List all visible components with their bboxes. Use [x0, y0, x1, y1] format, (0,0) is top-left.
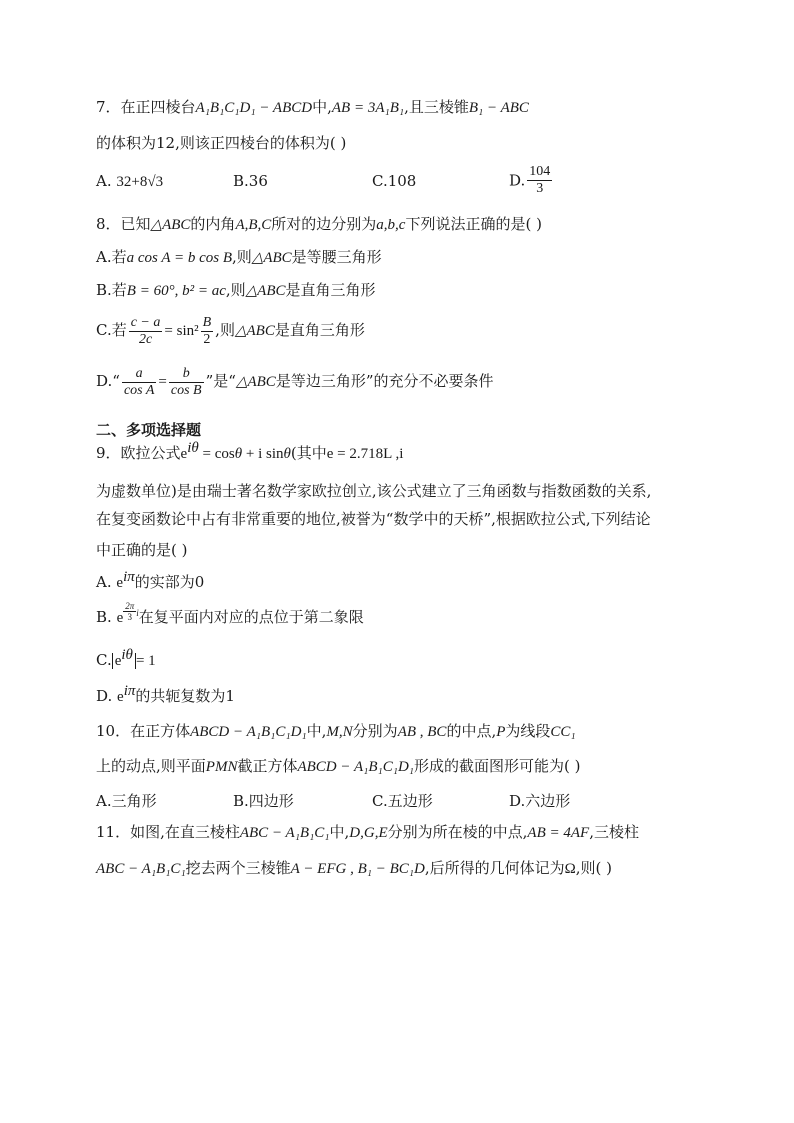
q8-c-end: 是直角三角形	[274, 321, 365, 339]
q9-line1	[96, 440, 404, 464]
q10-stem-b: 中,	[306, 722, 327, 740]
q11-dge: D,G,E	[349, 825, 388, 841]
q8-option-c	[96, 313, 365, 348]
q10-mn: M,N	[326, 724, 353, 740]
q10-stem-c: 分别为	[352, 722, 398, 740]
q11-line2-a: 挖去两个三棱锥	[185, 859, 291, 877]
q10-p: P	[496, 724, 506, 740]
q11-line1	[96, 822, 639, 843]
q11-pyramids: A − EFG , B₁ − BC₁D	[290, 861, 425, 877]
q9-stem-a: 9．欧拉公式	[96, 444, 181, 462]
q8-a-eq: a cos A = b cos B	[126, 250, 233, 266]
q9-d-label: D.	[96, 687, 113, 705]
q8-c-fden: 2	[203, 331, 211, 347]
q8-option-d: D.“ $\frac{a}{\text{cos A}}$ = $\frac{b}{\text{cos B}}$ ”是“△ABC是等边三角形”的充分不必要条件	[96, 365, 494, 398]
q10-pmn: PMN	[205, 759, 238, 775]
q7-line1	[96, 97, 529, 118]
q7-pyramid: B₁ − ABC	[468, 100, 529, 116]
q8-angles: A,B,C	[235, 217, 272, 233]
q10-line1	[96, 721, 576, 742]
q7-stem2: 的体积为12,则该正四棱台的体积为( )	[96, 134, 347, 152]
q9-line2: 为虚数单位)是由瑞士著名数学家欧拉创立,该公式建立了三角函数与指数函数的关系,	[96, 482, 652, 500]
q9-formula: $e^{i\theta} = \cos\theta + i$ sinθ	[180, 440, 291, 462]
q7-option-d	[509, 164, 554, 197]
q8-a-mid: ,则	[232, 248, 252, 266]
q9-line3: 在复变函数论中占有非常重要的地位,被誉为“数学中的天桥”,根据欧拉公式,下列结论	[96, 510, 651, 528]
q8-triangle: △ABC	[150, 217, 191, 233]
q8-d-end: 是等边三角形”的充分不必要条件	[275, 372, 494, 390]
q9-option-c	[96, 647, 156, 671]
q10-segment: CC₁	[550, 724, 576, 740]
q11-line2	[96, 858, 612, 879]
q8-a-prefix: A.若	[96, 248, 127, 266]
q8-d-tri: △ABC	[235, 374, 276, 390]
q10-stem-a: 10．在正方体	[96, 722, 191, 740]
q11-cond: AB = 4AF	[527, 825, 590, 841]
q8-stem-b: 的内角	[190, 215, 236, 233]
section-heading-multi-choice: 二、多项选择题	[96, 421, 202, 439]
q11-line2-c: ,则( )	[575, 859, 612, 877]
q7-cond2: ,且三棱锥	[404, 98, 469, 116]
q9-option-a	[96, 569, 205, 593]
q7-d-fraction	[527, 164, 552, 197]
q9-option-d	[96, 683, 235, 707]
q7-line2	[96, 133, 346, 153]
q11-stem-d: ,三棱柱	[589, 823, 639, 841]
q9-b-text: 在复平面内对应的点位于第二象限	[138, 608, 364, 626]
q8-c-frac1	[129, 315, 163, 348]
q8-stem-d: 下列说法正确的是( )	[405, 215, 542, 233]
q8-stem-a: 8．已知	[96, 215, 151, 233]
q8-b-tri: △ABC	[245, 283, 286, 299]
q11-prism: ABC − A₁B₁C₁	[239, 825, 330, 841]
q9-c-label: C.	[96, 651, 112, 669]
q10-option-c: C.五边形	[372, 792, 433, 810]
q7-d-num: 104	[529, 164, 551, 179]
q9-stem-b: (其中	[290, 444, 327, 462]
q8-c-tri: △ABC	[234, 323, 275, 339]
q8-d-n2: b	[169, 366, 204, 383]
q9-a-text: 的实部为0	[134, 573, 205, 591]
q10-line2-c: 形成的截面图形可能为( )	[414, 757, 581, 775]
q8-option-a	[96, 247, 382, 268]
q9-line4: 中正确的是( )	[96, 541, 188, 559]
q8-stem	[96, 214, 542, 235]
q10-option-b: B.四边形	[233, 792, 294, 810]
q9-stem-c: ,i	[391, 446, 404, 462]
q10-cube-2: ABCD − A₁B₁C₁D₁	[297, 759, 415, 775]
q10-stem-e: 为线段	[505, 722, 551, 740]
q11-stem-c: 分别为所在棱的中点,	[387, 823, 528, 841]
q8-c-fnum: B	[202, 314, 212, 330]
q9-option-b	[96, 601, 364, 628]
q8-d-n1: a	[122, 366, 156, 383]
q8-c-frac2	[201, 315, 214, 348]
q10-cube: ABCD − A₁B₁C₁D₁	[190, 724, 307, 740]
q7-mid: 中,	[312, 98, 332, 116]
q8-b-prefix: B.若	[96, 281, 127, 299]
q7-b-label: B.36	[233, 172, 268, 190]
q7-option-b	[233, 172, 268, 190]
q8-stem-c: 所对的边分别为	[271, 215, 377, 233]
q9-a-expr: $e^{i\pi}$	[116, 569, 135, 591]
q8-d-frac2	[169, 366, 204, 399]
q8-d-d2: cos B	[170, 382, 202, 398]
q7-a-label: A.	[96, 172, 112, 190]
q10-line2	[96, 756, 581, 777]
q7-option-a	[96, 172, 163, 191]
q9-c-abs: $e^{i\theta}$	[112, 653, 136, 669]
q8-c-eq: = sin²	[164, 323, 199, 339]
q9-a-label: A.	[96, 573, 112, 591]
q7-option-c	[372, 172, 416, 190]
q8-d-prefix: D.“	[96, 372, 120, 390]
q11-prism-2: ABC − A₁B₁C₁	[96, 861, 186, 877]
q8-c-num: c − a	[130, 314, 161, 330]
q8-d-frac1	[122, 366, 156, 399]
q8-a-tri: △ABC	[251, 250, 292, 266]
q11-stem-b: 中,	[329, 823, 350, 841]
q10-option-d: D.六边形	[509, 792, 571, 810]
q8-d-mid: ”是“	[205, 372, 236, 390]
q7-a-value: 32+8√3	[116, 174, 164, 190]
q9-c-eq: = 1	[135, 653, 156, 669]
q8-b-end: 是直角三角形	[285, 281, 376, 299]
q8-sides: a,b,c	[376, 217, 406, 233]
q11-stem-a: 11．如图,在直三棱柱	[96, 823, 240, 841]
q9-e-value: e = 2.718L	[326, 446, 392, 462]
q11-line2-b: ,后所得的几何体记为	[424, 859, 565, 877]
q10-stem-d: 的中点,	[446, 722, 497, 740]
q8-c-prefix: C.若	[96, 321, 127, 339]
q10-line2-b: 截正方体	[237, 757, 298, 775]
q8-c-mid: ,则	[215, 321, 235, 339]
q10-ab-bc: AB , BC	[397, 724, 447, 740]
q8-option-b	[96, 280, 376, 301]
q7-c-label: C.108	[372, 172, 417, 190]
q8-d-d1: cos A	[123, 382, 155, 398]
q7-stem: 7．在正四棱台	[96, 98, 196, 116]
q7-solid: A₁B₁C₁D₁ − ABCD	[195, 100, 313, 116]
q8-b-eq: B = 60°, b² = ac	[126, 283, 226, 299]
q10-line2-a: 上的动点,则平面	[96, 757, 206, 775]
q10-option-a: A.三角形	[96, 792, 157, 810]
q9-d-text: 的共轭复数为1	[135, 687, 235, 705]
q11-omega: Ω	[564, 861, 576, 877]
q8-a-end: 是等腰三角形	[291, 248, 382, 266]
q9-d-expr: $e^{i\pi}$	[117, 683, 136, 705]
q7-d-den: 3	[536, 181, 544, 196]
q8-b-mid: ,则	[225, 281, 246, 299]
q8-c-den: 2c	[138, 331, 153, 347]
q9-b-label: B.	[96, 608, 112, 626]
q7-d-label: D.	[509, 171, 526, 190]
q9-b-expr: e $^{\frac{2\pi}{3} i}$	[116, 601, 139, 626]
q7-cond: AB = 3A₁B₁	[331, 100, 405, 116]
